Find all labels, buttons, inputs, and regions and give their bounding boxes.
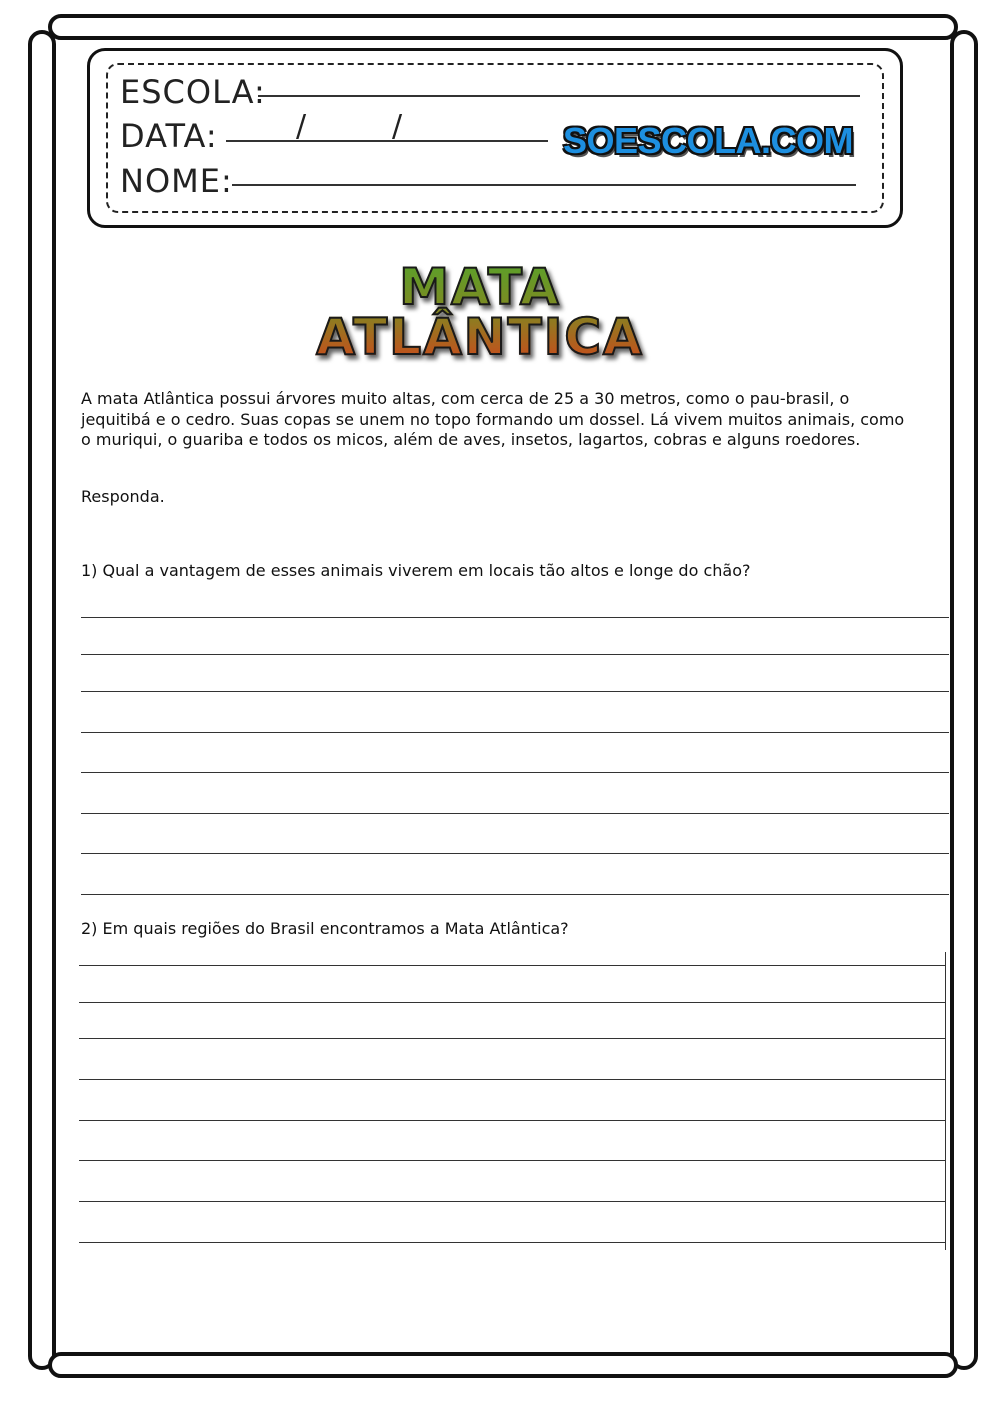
answer-line[interactable] xyxy=(81,617,949,618)
answer-line[interactable] xyxy=(81,853,949,854)
data-field[interactable] xyxy=(226,140,548,142)
answer-line[interactable] xyxy=(79,1160,946,1161)
frame-right-roll xyxy=(950,30,978,1370)
brand-logo: SOESCOLA.COM xyxy=(563,120,854,161)
answer-line[interactable] xyxy=(79,1201,946,1202)
question-2: 2) Em quais regiões do Brasil encontramos a Mata Atlântica? xyxy=(81,919,569,938)
frame-bottom-roll xyxy=(48,1352,958,1378)
instruction-text: Responda. xyxy=(81,487,165,506)
page-title: MATA ATLÂNTICA xyxy=(240,262,720,362)
nome-label: NOME: xyxy=(120,162,233,200)
question-1: 1) Qual a vantagem de esses animais viverem em locais tão altos e longe do chão? xyxy=(81,561,751,580)
answer-box-edge xyxy=(945,952,946,1250)
answer-line[interactable] xyxy=(79,1038,946,1039)
escola-label: ESCOLA: xyxy=(120,73,266,111)
answer-line[interactable] xyxy=(81,732,949,733)
answer-line[interactable] xyxy=(79,965,946,966)
nome-field[interactable] xyxy=(232,184,856,186)
answer-line[interactable] xyxy=(81,691,949,692)
escola-field[interactable] xyxy=(258,95,860,97)
answer-line[interactable] xyxy=(79,1002,946,1003)
answer-line[interactable] xyxy=(81,654,949,655)
answer-line[interactable] xyxy=(79,1242,946,1243)
frame-left-roll xyxy=(28,30,56,1370)
answer-line[interactable] xyxy=(81,894,949,895)
page-frame xyxy=(40,30,958,1370)
date-separator-1: / xyxy=(296,109,307,144)
frame-top-roll xyxy=(48,14,958,40)
date-separator-2: / xyxy=(392,109,403,144)
answer-line[interactable] xyxy=(79,1120,946,1121)
answer-line[interactable] xyxy=(81,813,949,814)
data-label: DATA: xyxy=(120,117,218,155)
answer-line[interactable] xyxy=(79,1079,946,1080)
intro-paragraph: A mata Atlântica possui árvores muito altas, com cerca de 25 a 30 metros, como o pau-brasil, o jequitibá e o cedro. Suas copas se unem no topo formando um dossel. Lá vivem muitos animais, como o muriqui, o guariba e todos os micos, além de aves, insetos, lagartos, cobras e alguns roedores. xyxy=(81,389,905,449)
answer-line[interactable] xyxy=(81,772,949,773)
